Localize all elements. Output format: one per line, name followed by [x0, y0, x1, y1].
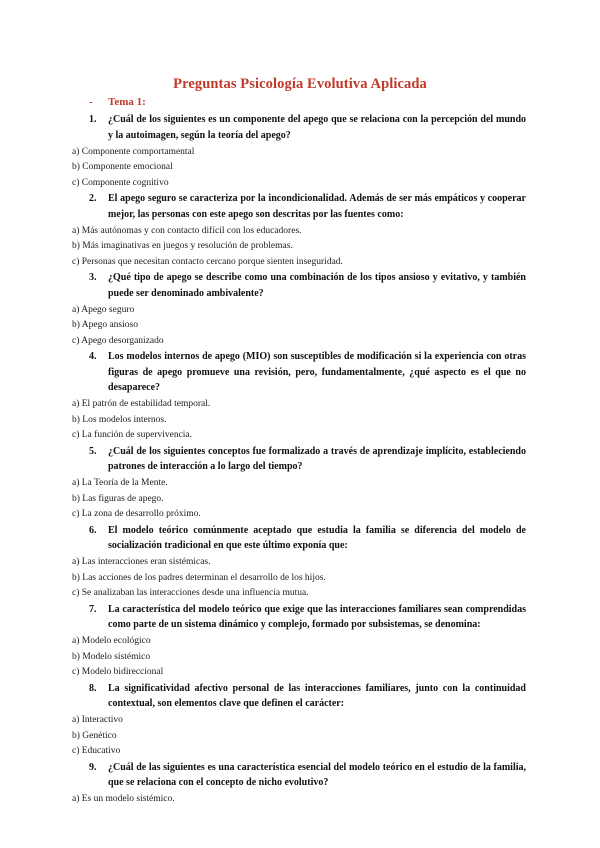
question-number: 3.: [89, 272, 97, 283]
question-text: ¿Cuál de los siguientes es un componente del apego que se relaciona con la percepción del mundo y la autoimagen, según la teoría del apego?: [108, 114, 526, 141]
question: [89, 602, 526, 633]
question-text: El apego seguro se caracteriza por la incondicionalidad. Además de ser más empáticos y cooperar mejor, las personas con este apego son descritas por las fuentes como:: [108, 193, 526, 220]
answer-option: a) Es un modelo sistémico.: [72, 794, 175, 804]
answer-option: c) Educativo: [72, 746, 121, 756]
question-text: El modelo teórico comúnmente aceptado que estudia la familia se diferencia del modelo de socialización tradicional en que este último exponía que:: [108, 524, 526, 551]
question-number: 5.: [89, 445, 97, 457]
answer-option: a) Interactivo: [72, 715, 123, 725]
answer-option: c) La zona de desarrollo próximo.: [72, 509, 201, 519]
question: [89, 681, 526, 712]
question-number: 8.: [89, 682, 97, 694]
topic-label: Tema 1:: [108, 96, 146, 108]
topic-bullet: -: [89, 96, 93, 108]
answer-option: a) Más autónomas y con contacto difícil con los educadores.: [72, 225, 302, 236]
question-list: [0, 112, 600, 808]
answer-option: a) La Teoría de la Mente.: [72, 478, 168, 488]
question: [89, 112, 526, 143]
answer-option: a) Modelo ecológico: [72, 636, 151, 646]
question: [89, 270, 526, 301]
question-text: ¿Cuál de los siguientes conceptos fue formalizado a través de aprendizaje implícito, estableciendo patrones de interacción a lo largo del tiempo?: [108, 445, 526, 472]
question-text: La significatividad afectivo personal de las interacciones familiares, junto con la continuidad contextual, son elementos clave que definen el carácter:: [108, 682, 526, 709]
answer-option: c) La función de supervivencia.: [72, 430, 193, 440]
question-number: 1.: [89, 114, 97, 125]
question: [89, 444, 526, 475]
answer-option: b) Las figuras de apego.: [72, 493, 164, 504]
document-title: Preguntas Psicología Evolutiva Aplicada: [173, 76, 427, 92]
answer-option: b) Más imaginativas en juegos y resolución de problemas.: [72, 241, 293, 251]
question: [89, 760, 526, 791]
question: [89, 523, 526, 554]
answer-option: b) Modelo sistémico: [72, 651, 151, 662]
question-text: ¿Qué tipo de apego se describe como una combinación de los tipos ansioso y evitativo, y también puede ser denominado ambivalente?: [108, 272, 526, 299]
answer-option: c) Componente cognitivo: [72, 177, 169, 188]
question-number: 9.: [89, 761, 97, 773]
question-number: 2.: [89, 193, 97, 204]
answer-option: b) Genético: [72, 730, 117, 741]
question-text: La característica del modelo teórico que exige que las interacciones familiares sean comprendidas como parte de un sistema dinámico y complejo, formado por subsistemas, se denomina:: [108, 603, 526, 630]
answer-option: a) Componente comportamental: [72, 146, 195, 157]
answer-option: a) Apego seguro: [72, 304, 135, 315]
question: [89, 349, 526, 396]
answer-option: b) Apego ansioso: [72, 320, 138, 330]
answer-option: a) El patrón de estabilidad temporal.: [72, 399, 211, 409]
topic-heading: [89, 96, 146, 108]
answer-option: c) Personas que necesitan contacto cercano porque sienten inseguridad.: [72, 256, 343, 267]
question-number: 4.: [89, 351, 97, 362]
question-number: 6.: [89, 524, 97, 536]
answer-option: b) Componente emocional: [72, 162, 173, 172]
answer-option: c) Modelo bidireccional: [72, 667, 164, 677]
answer-option: b) Las acciones de los padres determinan el desarrollo de los hijos.: [72, 572, 326, 583]
answer-option: b) Los modelos internos.: [72, 414, 167, 425]
answer-option: c) Apego desorganizado: [72, 335, 164, 346]
answer-option: a) Las interacciones eran sistémicas.: [72, 557, 211, 567]
answer-option: c) Se analizaban las interacciones desde una influencia mutua.: [72, 588, 309, 598]
question-number: 7.: [89, 603, 97, 615]
question-text: Los modelos internos de apego (MIO) son susceptibles de modificación si la experiencia con otras figuras de apego promueve una revisión, pero, fundamentalmente, ¿qué aspecto es el que no desaparece?: [108, 351, 526, 393]
question-text: ¿Cuál de las siguientes es una característica esencial del modelo teórico en el estudio de la familia, que se relaciona con el concepto de nicho evolutivo?: [108, 761, 526, 788]
question: [89, 191, 526, 222]
